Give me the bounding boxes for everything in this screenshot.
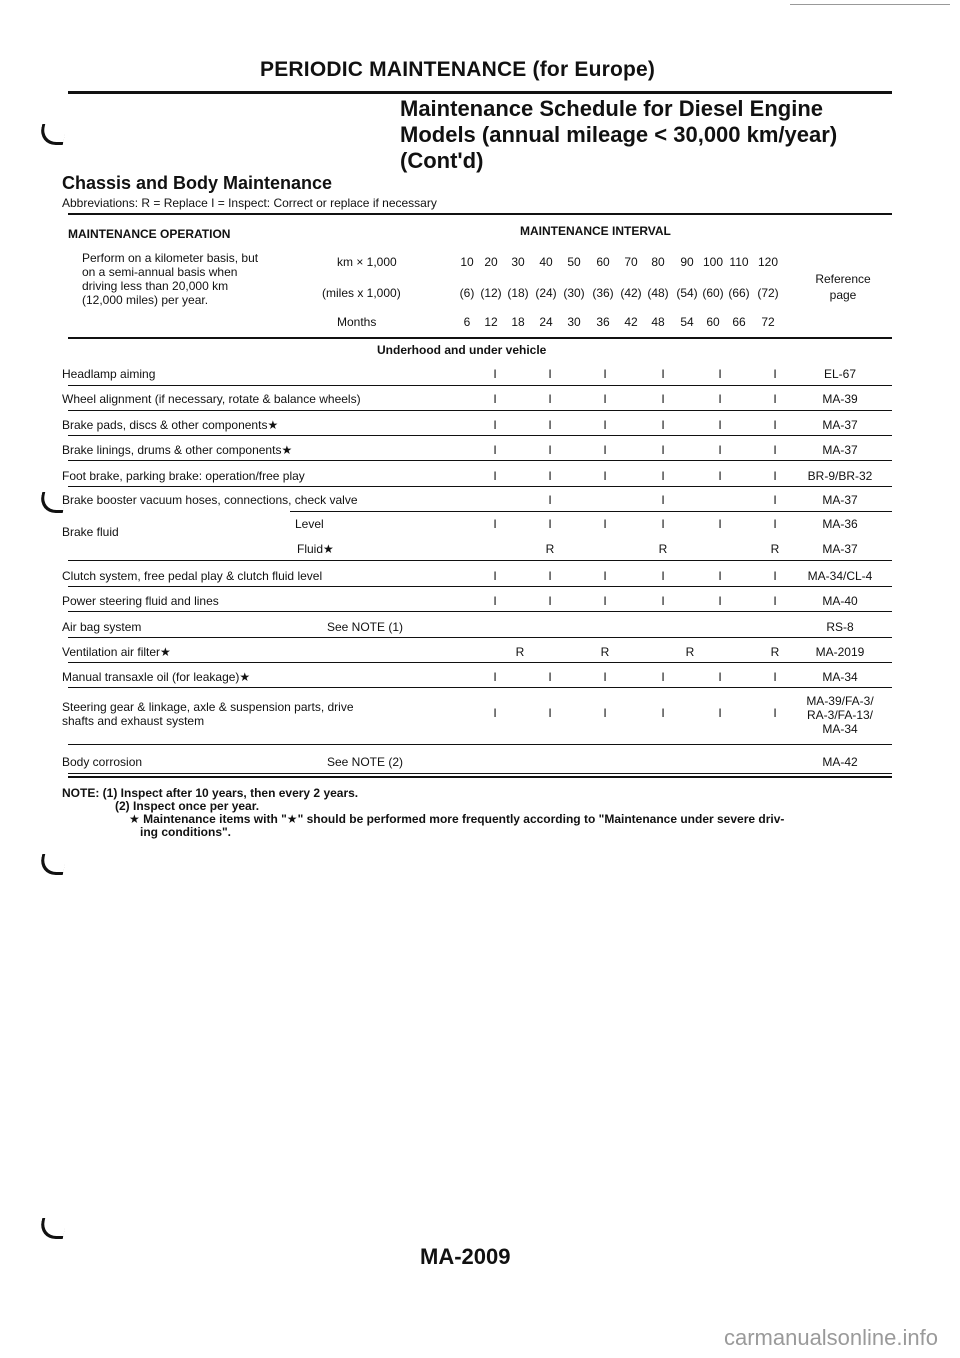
operation-label: Power steering fluid and lines bbox=[62, 594, 219, 608]
interval-value: 60 bbox=[596, 255, 610, 269]
operation-label: Brake booster vacuum hoses, connections, check valve bbox=[62, 493, 358, 507]
operation-label: Steering gear & linkage, axle & suspension parts, drive bbox=[62, 700, 354, 714]
operation-label: Ventilation air filter★ bbox=[62, 645, 171, 659]
interval-mark: R bbox=[545, 542, 555, 556]
interval-value: (72) bbox=[757, 286, 779, 300]
group-label: Underhood and under vehicle bbox=[377, 343, 547, 357]
note-reference: See NOTE (2) bbox=[327, 755, 404, 769]
reference-page: MA-42 bbox=[822, 755, 858, 769]
interval-mark: I bbox=[493, 367, 497, 381]
operation-label: Manual transaxle oil (for leakage)★ bbox=[62, 670, 251, 684]
interval-mark: I bbox=[718, 517, 722, 531]
interval-mark: I bbox=[548, 670, 552, 684]
note-line: ★ Maintenance items with "★" should be performed more frequently according to "Maintenance under severe driv- bbox=[129, 812, 785, 826]
page-number: MA-2009 bbox=[420, 1244, 511, 1269]
reference-page: MA-34 bbox=[822, 722, 858, 736]
interval-mark: I bbox=[493, 517, 497, 531]
interval-value: (18) bbox=[507, 286, 529, 300]
interval-mark: I bbox=[548, 392, 552, 406]
row-divider bbox=[68, 486, 892, 487]
reference-page: MA-39/FA-3/ bbox=[806, 694, 874, 708]
interval-mark: R bbox=[685, 645, 695, 659]
row-divider bbox=[68, 662, 892, 663]
interval-value: (12) bbox=[480, 286, 502, 300]
operation-label: Brake linings, drums & other components★ bbox=[62, 443, 293, 457]
reference-page: MA-37 bbox=[822, 542, 858, 556]
interval-value: 24 bbox=[539, 315, 553, 329]
subtitle bbox=[400, 96, 837, 174]
interval-mark: I bbox=[603, 443, 607, 457]
row-divider bbox=[68, 560, 892, 561]
interval-mark: I bbox=[718, 443, 722, 457]
subtitle-line: Maintenance Schedule for Diesel Engine bbox=[400, 96, 823, 121]
interval-value: 120 bbox=[757, 255, 779, 269]
row-divider bbox=[68, 637, 892, 638]
interval-mark: I bbox=[773, 670, 777, 684]
corner-mark bbox=[38, 854, 67, 875]
interval-mark: I bbox=[718, 392, 722, 406]
note-line: (2) Inspect once per year. bbox=[115, 799, 260, 813]
abbreviations: Abbreviations: R = Replace I = Inspect: Correct or replace if necessary bbox=[62, 196, 437, 210]
interval-mark: R bbox=[658, 542, 668, 556]
corner-mark bbox=[38, 1218, 67, 1239]
interval-mark: I bbox=[718, 706, 722, 720]
row-divider bbox=[68, 460, 892, 461]
op-header: MAINTENANCE OPERATION bbox=[68, 227, 231, 241]
interval-mark: I bbox=[773, 569, 777, 583]
interval-mark: I bbox=[603, 469, 607, 483]
interval-mark: I bbox=[661, 392, 665, 406]
interval-value: (42) bbox=[620, 286, 642, 300]
interval-mark: I bbox=[661, 569, 665, 583]
interval-value: 6 bbox=[463, 315, 471, 329]
interval-value: 100 bbox=[702, 255, 724, 269]
interval-mark: R bbox=[770, 542, 780, 556]
basis-line: (12,000 miles) per year. bbox=[82, 293, 209, 307]
interval-mark: I bbox=[661, 493, 665, 507]
reference-label: Reference bbox=[815, 272, 871, 286]
top-right-rule bbox=[790, 4, 950, 5]
interval-mark: I bbox=[548, 367, 552, 381]
interval-mark: I bbox=[718, 569, 722, 583]
interval-mark: I bbox=[773, 517, 777, 531]
interval-mark: I bbox=[718, 418, 722, 432]
interval-value: 60 bbox=[706, 315, 720, 329]
interval-value: 54 bbox=[680, 315, 694, 329]
row-divider bbox=[68, 586, 892, 587]
row-divider bbox=[68, 773, 892, 774]
interval-mark: I bbox=[493, 670, 497, 684]
reference-page: MA-36 bbox=[822, 517, 858, 531]
interval-mark: I bbox=[548, 569, 552, 583]
row-divider bbox=[68, 410, 892, 411]
interval-mark: I bbox=[773, 443, 777, 457]
interval-mark: I bbox=[773, 706, 777, 720]
notes bbox=[62, 787, 784, 839]
interval-mark: I bbox=[493, 392, 497, 406]
reference-page: MA-39 bbox=[822, 392, 858, 406]
interval-value: 110 bbox=[729, 255, 749, 269]
interval-value: 70 bbox=[624, 255, 638, 269]
interval-mark: I bbox=[548, 594, 552, 608]
interval-value: 90 bbox=[680, 255, 694, 269]
interval-mark: I bbox=[661, 469, 665, 483]
interval-mark: I bbox=[603, 670, 607, 684]
subtitle-line: Models (annual mileage < 30,000 km/year) bbox=[400, 122, 838, 147]
operation-label: Body corrosion bbox=[62, 755, 143, 769]
interval-value: 20 bbox=[484, 255, 498, 269]
row-divider bbox=[68, 611, 892, 612]
row-divider bbox=[68, 744, 892, 745]
km-label: km × 1,000 bbox=[337, 255, 397, 269]
note-line: NOTE: (1) Inspect after 10 years, then every 2 years. bbox=[62, 786, 359, 800]
interval-mark: I bbox=[773, 392, 777, 406]
interval-mark: I bbox=[718, 594, 722, 608]
row-divider bbox=[68, 385, 892, 386]
operation-label: Brake fluid bbox=[62, 525, 119, 539]
interval-value: (36) bbox=[592, 286, 614, 300]
interval-mark: R bbox=[515, 645, 525, 659]
page-title: PERIODIC MAINTENANCE (for Europe) bbox=[260, 58, 656, 81]
reference-page: MA-34 bbox=[822, 670, 858, 684]
basis-line: driving less than 20,000 km bbox=[82, 279, 229, 293]
operation-label: Foot brake, parking brake: operation/free play bbox=[62, 469, 305, 483]
row-divider bbox=[68, 687, 892, 688]
reference-label: page bbox=[829, 288, 857, 302]
row-divider bbox=[290, 511, 892, 512]
interval-mark: I bbox=[493, 418, 497, 432]
basis-text bbox=[82, 251, 258, 307]
interval-mark: I bbox=[661, 670, 665, 684]
interval-mark: I bbox=[661, 517, 665, 531]
reference-page: EL-67 bbox=[823, 367, 857, 381]
row-divider bbox=[68, 435, 892, 436]
operation-label: Air bag system bbox=[62, 620, 142, 634]
reference-page: MA-37 bbox=[822, 493, 858, 507]
interval-value: 66 bbox=[732, 315, 746, 329]
interval-mark: I bbox=[493, 469, 497, 483]
reference-page: RS-8 bbox=[826, 620, 854, 634]
interval-mark: R bbox=[770, 645, 780, 659]
interval-value: (6) bbox=[459, 286, 475, 300]
interval-value: 12 bbox=[484, 315, 498, 329]
interval-mark: I bbox=[603, 392, 607, 406]
reference-page: BR-9/BR-32 bbox=[807, 469, 873, 483]
note-reference: See NOTE (1) bbox=[327, 620, 404, 634]
interval-value: 80 bbox=[651, 255, 665, 269]
operation-sublabel: Fluid★ bbox=[297, 542, 334, 556]
interval-mark: I bbox=[493, 594, 497, 608]
note-line: ing conditions". bbox=[140, 825, 232, 839]
basis-line: Perform on a kilometer basis, but bbox=[82, 251, 259, 265]
table-bottom-rule bbox=[68, 776, 892, 778]
interval-value: 30 bbox=[567, 315, 581, 329]
section-heading: Chassis and Body Maintenance bbox=[62, 173, 333, 193]
interval-mark: I bbox=[603, 418, 607, 432]
interval-mark: I bbox=[773, 469, 777, 483]
interval-value: 18 bbox=[511, 315, 525, 329]
interval-value: 30 bbox=[511, 255, 525, 269]
title-rule bbox=[68, 91, 892, 94]
interval-mark: I bbox=[548, 418, 552, 432]
interval-mark: R bbox=[600, 645, 610, 659]
interval-value: 36 bbox=[596, 315, 610, 329]
interval-mark: I bbox=[493, 706, 497, 720]
operation-label: Clutch system, free pedal play & clutch fluid level bbox=[62, 569, 323, 583]
interval-mark: I bbox=[548, 517, 552, 531]
interval-mark: I bbox=[661, 418, 665, 432]
interval-value: 42 bbox=[624, 315, 638, 329]
interval-value: 40 bbox=[539, 255, 553, 269]
reference-page: MA-40 bbox=[822, 594, 858, 608]
interval-mark: I bbox=[773, 594, 777, 608]
interval-value: (48) bbox=[647, 286, 669, 300]
interval-mark: I bbox=[773, 418, 777, 432]
interval-mark: I bbox=[548, 443, 552, 457]
interval-header: MAINTENANCE INTERVAL bbox=[520, 224, 671, 238]
reference-page: MA-37 bbox=[822, 443, 858, 457]
corner-mark bbox=[38, 124, 67, 145]
interval-mark: I bbox=[718, 469, 722, 483]
interval-value: (60) bbox=[702, 286, 724, 300]
interval-mark: I bbox=[661, 367, 665, 381]
interval-mark: I bbox=[603, 367, 607, 381]
interval-mark: I bbox=[493, 569, 497, 583]
interval-mark: I bbox=[773, 367, 777, 381]
operation-label: shafts and exhaust system bbox=[62, 714, 205, 728]
interval-mark: I bbox=[603, 517, 607, 531]
operation-label: Brake pads, discs & other components★ bbox=[62, 418, 279, 432]
miles-label: (miles x 1,000) bbox=[322, 286, 401, 300]
interval-mark: I bbox=[548, 706, 552, 720]
interval-value: 50 bbox=[567, 255, 581, 269]
interval-mark: I bbox=[773, 493, 777, 507]
table-top-rule bbox=[68, 213, 892, 215]
interval-value: (30) bbox=[563, 286, 585, 300]
interval-mark: I bbox=[718, 367, 722, 381]
watermark: carmanualsonline.info bbox=[723, 1325, 938, 1350]
header-rule bbox=[68, 337, 892, 339]
reference-page: MA-2019 bbox=[815, 645, 865, 659]
reference-page: MA-34/CL-4 bbox=[807, 569, 873, 583]
months-label: Months bbox=[337, 315, 377, 329]
reference-page: RA-3/FA-13/ bbox=[806, 708, 874, 722]
interval-mark: I bbox=[603, 594, 607, 608]
subtitle-line: (Cont'd) bbox=[400, 148, 484, 173]
interval-mark: I bbox=[603, 569, 607, 583]
interval-value: 10 bbox=[460, 255, 474, 269]
interval-mark: I bbox=[603, 706, 607, 720]
operation-label: Wheel alignment (if necessary, rotate & balance wheels) bbox=[62, 392, 361, 406]
interval-mark: I bbox=[493, 443, 497, 457]
interval-mark: I bbox=[661, 594, 665, 608]
interval-mark: I bbox=[718, 670, 722, 684]
interval-mark: I bbox=[661, 706, 665, 720]
interval-value: (54) bbox=[676, 286, 698, 300]
operation-sublabel: Level bbox=[295, 517, 324, 531]
interval-value: 72 bbox=[761, 315, 775, 329]
interval-mark: I bbox=[548, 469, 552, 483]
interval-value: (24) bbox=[535, 286, 557, 300]
interval-mark: I bbox=[661, 443, 665, 457]
interval-value: (66) bbox=[728, 286, 750, 300]
interval-value: 48 bbox=[651, 315, 665, 329]
operation-label: Headlamp aiming bbox=[62, 367, 156, 381]
basis-line: on a semi-annual basis when bbox=[82, 265, 238, 279]
reference-page: MA-37 bbox=[822, 418, 858, 432]
interval-mark: I bbox=[548, 493, 552, 507]
